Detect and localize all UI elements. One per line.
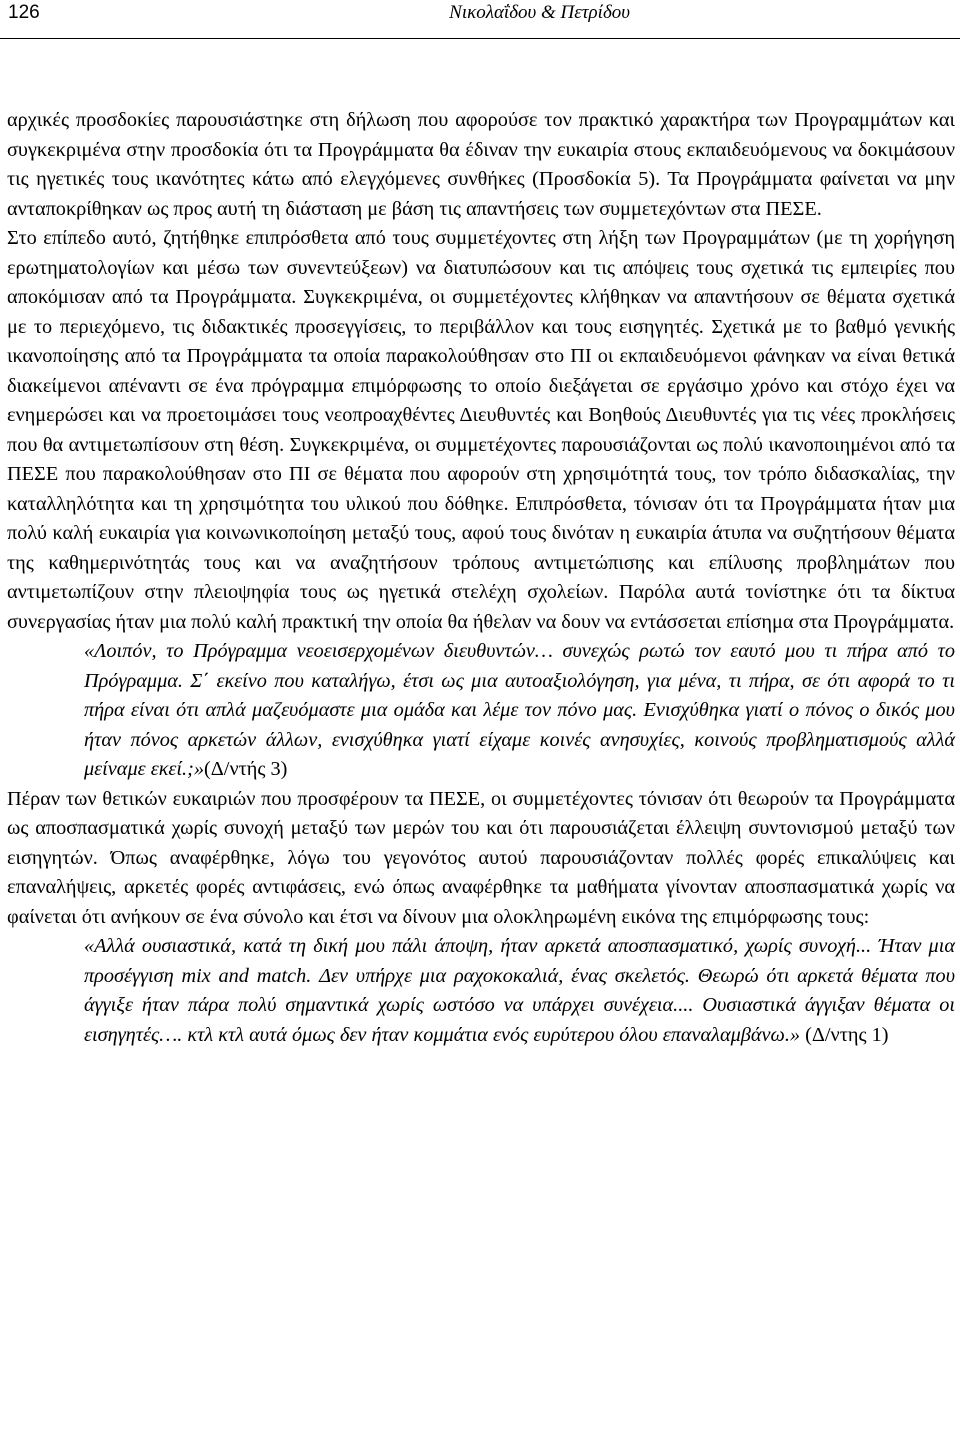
quote-1-citation: (Δ/ντής 3) xyxy=(204,758,288,780)
running-head: Νικολαΐδου & Πετρίδου xyxy=(449,2,630,23)
interview-quote-1 xyxy=(7,637,955,785)
paragraph-1: αρχικές προσδοκίες παρουσιάστηκε στη δήλωση που αφορούσε τον πρακτικό χαρακτήρα των Προγραμμάτων και συγκεκριμένα στην προσδοκία ότι τα Προγράμματα θα έδιναν την ευκαιρία στους εκπαιδευόμενους να δοκιμάσουν τις ηγετικές τους ικανότητες κάτω από ελεγχόμενες συνθήκες (Προσδοκία 5). Τα Προγράμματα φαίνεται να μην ανταποκρίθηκαν ως προς αυτή τη διάσταση με βάση τις απαντήσεις των συμμετεχόντων στα ΠΕΣΕ. xyxy=(7,109,955,220)
paragraph-2: Στο επίπεδο αυτό, ζητήθηκε επιπρόσθετα από τους συμμετέχοντες στη λήξη των Προγραμμάτων (με τη χορήγηση ερωτηματολογίων και μέσω των συνεντεύξεων) να διατυπώσουν και τις απόψεις τους σχετικά τις εμπειρίες που αποκόμισαν από τα Προγράμματα. Συγκεκριμένα, οι συμμετέχοντες κλήθηκαν να απαντήσουν σε θέματα σχετικά με το περιεχόμενο, τις διδακτικές προσεγγίσεις, το περιβάλλον και τους εισηγητές. Σχετικά με το βαθμό γενικής ικανοποίησης από τα Προγράμματα τα οποία παρακολούθησαν στο ΠΙ οι εκπαιδευόμενοι φάνηκαν να είναι θετικά διακείμενοι απέναντι σε ένα πρόγραμμα επιμόρφωσης το οποίο διεξάγεται σε εργάσιμο χρόνο και στόχο έχει να ενημερώσει και να προετοιμάσει τους νεοπροαχθέντες Διευθυντές και Βοηθούς Διευθυντές για τις νέες προκλήσεις που θα αντιμετωπίσουν στη θέση. Συγκεκριμένα, οι συμμετέχοντες παρουσιάζονται ως πολύ ικανοποιημένοι από τα ΠΕΣΕ που παρακολούθησαν στο ΠΙ σε θέματα που αφορούν στη χρησιμότητά τους, τον τρόπο διδασκαλίας, την καταλληλότητα και τη χρησιμότητα του υλικού που δόθηκε. Επιπρόσθετα, τόνισαν ότι τα Προγράμματα ήταν μια πολύ καλή ευκαιρία για κοινωνικοποίηση μεταξύ τους, αφού τους δινόταν η ευκαιρία άτυπα να συζητήσουν θέματα της καθημερινότητάς τους και να αναζητήσουν τρόπους αντιμετώπισης και επίλυσης προβλημάτων που αντιμετωπίζουν στην πλειοψηφία τους ως ηγετικά στελέχη σχολείων. Παρόλα αυτά τονίστηκε ότι τα δίκτυα συνεργασίας ήταν μια πολύ καλή πρακτική την οποία θα ήθελαν να δουν να εντάσσεται επίσημα στα Προγράμματα. xyxy=(7,227,955,633)
page-header xyxy=(0,0,960,39)
document-body xyxy=(7,106,955,1050)
quote-2-citation: (Δ/ντης 1) xyxy=(805,1023,889,1046)
paragraph-3: Πέραν των θετικών ευκαιριών που προσφέρουν τα ΠΕΣΕ, οι συμμετέχοντες τόνισαν ότι θεωρούν τα Προγράμματα ως αποσπασματικά χωρίς συνοχή μεταξύ των μερών του και ότι παρουσιάζεται έλλειψη συντονισμού μεταξύ των εισηγητών. Όπως αναφέρθηκε, λόγω του γεγονότος αυτού παρουσιάζονταν πολλές φορές επικαλύψεις και επαναλήψεις, αρκετές φορές αντιφάσεις, ενώ όπως αναφέρθηκε τα μαθήματα γίνονταν αποσπασματικά χωρίς να φαίνεται ότι ανήκουν σε ένα σύνολο και έτσι να δίνουν μια ολοκληρωμένη εικόνα της επιμόρφωσης τους: xyxy=(7,787,955,928)
page-number: 126 xyxy=(8,2,40,23)
quote-1-text: «Λοιπόν, το Πρόγραμμα νεοεισερχομένων διευθυντών… συνεχώς ρωτώ τον εαυτό μου τι πήρα από το Πρόγραμμα. Σ΄ εκείνο που καταλήγω, έτσι ως μια αυτοαξιολόγηση, για μένα, τι πήρα, σε ότι αφορά το τι πήρα είναι ότι απλά μαζευόμαστε μια ομάδα και λέμε τον πόνο μας. Ενισχύθηκα γιατί ο πόνος ο δικός μου ήταν πόνος αρκετών άλλων, ενισχύθηκα γιατί είχαμε κοινές ανησυχίες, κοινούς προβληματισμούς αλλά μείναμε εκεί.;» xyxy=(84,640,955,780)
quote-2-text: «Αλλά ουσιαστικά, κατά τη δική μου πάλι άποψη, ήταν αρκετά αποσπασματικό, χωρίς συνοχή... Ήταν μια προσέγγιση mix and match. Δεν υπήρχε μια ραχοκοκαλιά, ένας σκελετός. Θεωρώ ότι αρκετά θέματα που άγγιξε ήταν πάρα πολύ σημαντικά χωρίς ωστόσο να υπάρχει συνέχεια.... Ουσιαστικά άγγιξαν θέματα οι εισηγητές…. κτλ κτλ αυτά όμως δεν ήταν κομμάτια ενός ευρύτερου όλου επαναλαμβάνω.» xyxy=(84,935,955,1046)
interview-quote-2 xyxy=(7,932,955,1050)
